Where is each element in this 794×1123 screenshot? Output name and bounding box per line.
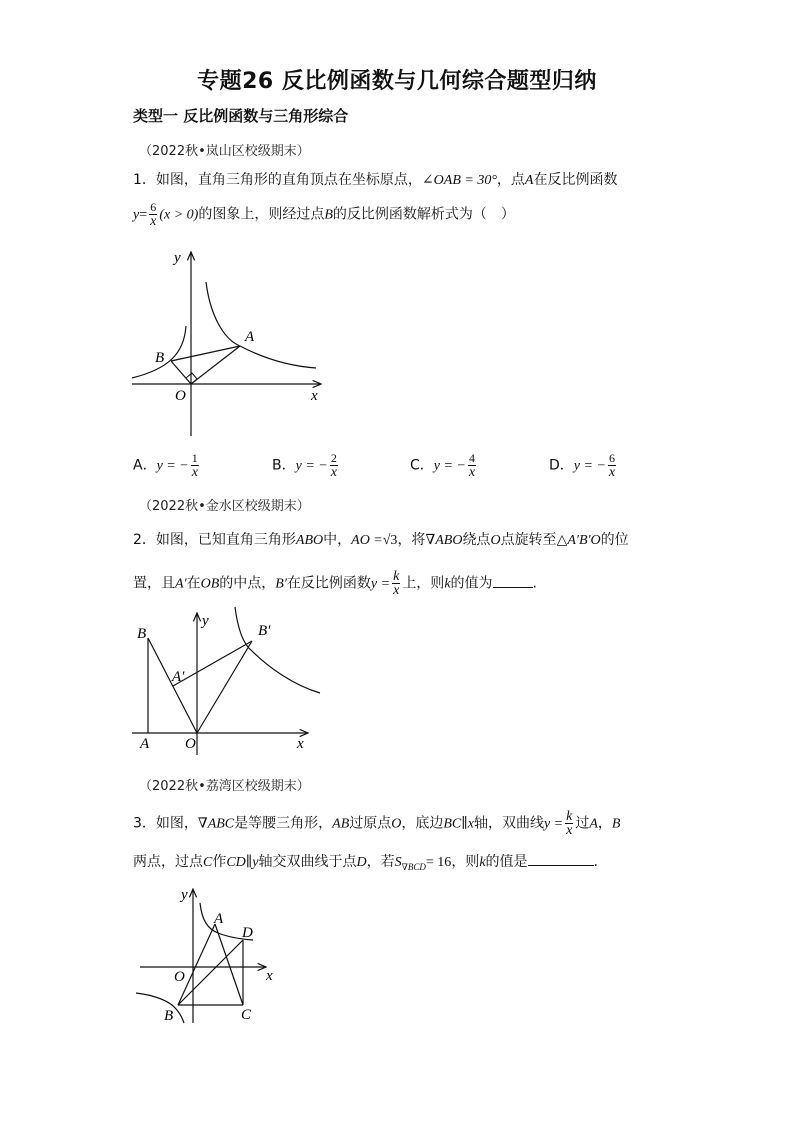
q3-label-O: O [174, 969, 185, 985]
q2-label-B: B [137, 626, 147, 642]
q2-label-Ap: A′ [172, 669, 185, 685]
q1-angle: ∠OAB = 30° [421, 173, 497, 188]
q3-label-D: D [242, 925, 253, 941]
q2-label-x: x [297, 736, 304, 752]
q1-option-c[interactable]: C．y = − $\frac{4}{x}$ [410, 451, 476, 480]
q2-source: （2022秋•金水区校级期末） [139, 499, 310, 514]
q1-label-B: B [155, 350, 165, 366]
q3-label-y: y [181, 887, 188, 903]
page-title: 专题26 反比例函数与几何综合题型归纳 [197, 69, 597, 94]
q2-hyperbola [235, 607, 320, 693]
q1-func-fraction: $\frac{6}{x}$ [150, 200, 157, 229]
q1-number: 1． [133, 172, 156, 188]
q1-option-b[interactable]: B．y = − $\frac{2}{x}$ [272, 451, 337, 480]
section-heading: 类型一 反比例函数与三角形综合 [133, 107, 349, 125]
q3-label-x: x [266, 968, 273, 984]
q2-label-y: y [202, 613, 209, 629]
q3-answer-blank[interactable] [528, 853, 594, 866]
q1-label-x: x [311, 388, 318, 404]
q1-label-A: A [245, 329, 255, 345]
q3-label-B: B [164, 1008, 174, 1024]
q2-label-A: A [140, 736, 150, 752]
q3-line1: 3．如图，∇ABC是等腰三角形，AB过原点O，底边BC∥x轴，双曲线y = $\frac{k}{x}$ 过A，B [133, 809, 621, 838]
q2-answer-blank[interactable] [493, 575, 533, 588]
q2-line1: 2．如图，已知直角三角形ABO中，AO =√3，将∇ABO绕点O点旋转至△A′B′O的位 [133, 532, 629, 548]
q1-label-O: O [175, 388, 186, 404]
q3-line2: 两点，过点C作CD∥y轴交双曲线于点D，若$S_{\nabla BCD}= 16$，则k的值是 . [133, 854, 598, 872]
q3-segment-AB [178, 924, 215, 1005]
q2-segment-ApBp [173, 641, 252, 686]
q1-option-d[interactable]: D．y = − $\frac{6}{x}$ [549, 451, 616, 480]
q3-label-C: C [241, 1007, 252, 1023]
q1-source: （2022秋•岚山区校级期末） [139, 144, 310, 159]
q2-segment-OBp [197, 641, 252, 733]
q2-label-Bp: B′ [258, 623, 271, 639]
q1-label-y: y [174, 250, 181, 266]
q3-segment-BD [178, 940, 243, 1005]
q2-label-O: O [185, 736, 196, 752]
q1-figure [128, 244, 328, 439]
q1-line1: 1．如图，直角三角形的直角顶点在坐标原点，∠OAB = 30°，点A在反比例函数 [133, 172, 618, 188]
q2-line2: 置，且A′在OB的中点，B′在反比例函数y = $\frac{k}{x}$ 上，则k的值为 . [133, 569, 537, 598]
q3-source: （2022秋•荔湾区校级期末） [139, 779, 310, 794]
q1-segment-OB [171, 361, 191, 384]
q2-segment-BO [148, 638, 197, 733]
q1-hyperbola-right [206, 282, 316, 368]
q3-hyperbola-left [136, 993, 184, 1023]
q2-figure [128, 605, 328, 755]
q1-option-a[interactable]: A．y = − $\frac{1}{x}$ [133, 451, 198, 480]
q1-line2: y= $\frac{6}{x}$ (x > 0)的图象上，则经过点B的反比例函数解析式为（ ） [133, 200, 515, 229]
q3-label-A: A [214, 911, 224, 927]
q3-figure [128, 883, 288, 1028]
